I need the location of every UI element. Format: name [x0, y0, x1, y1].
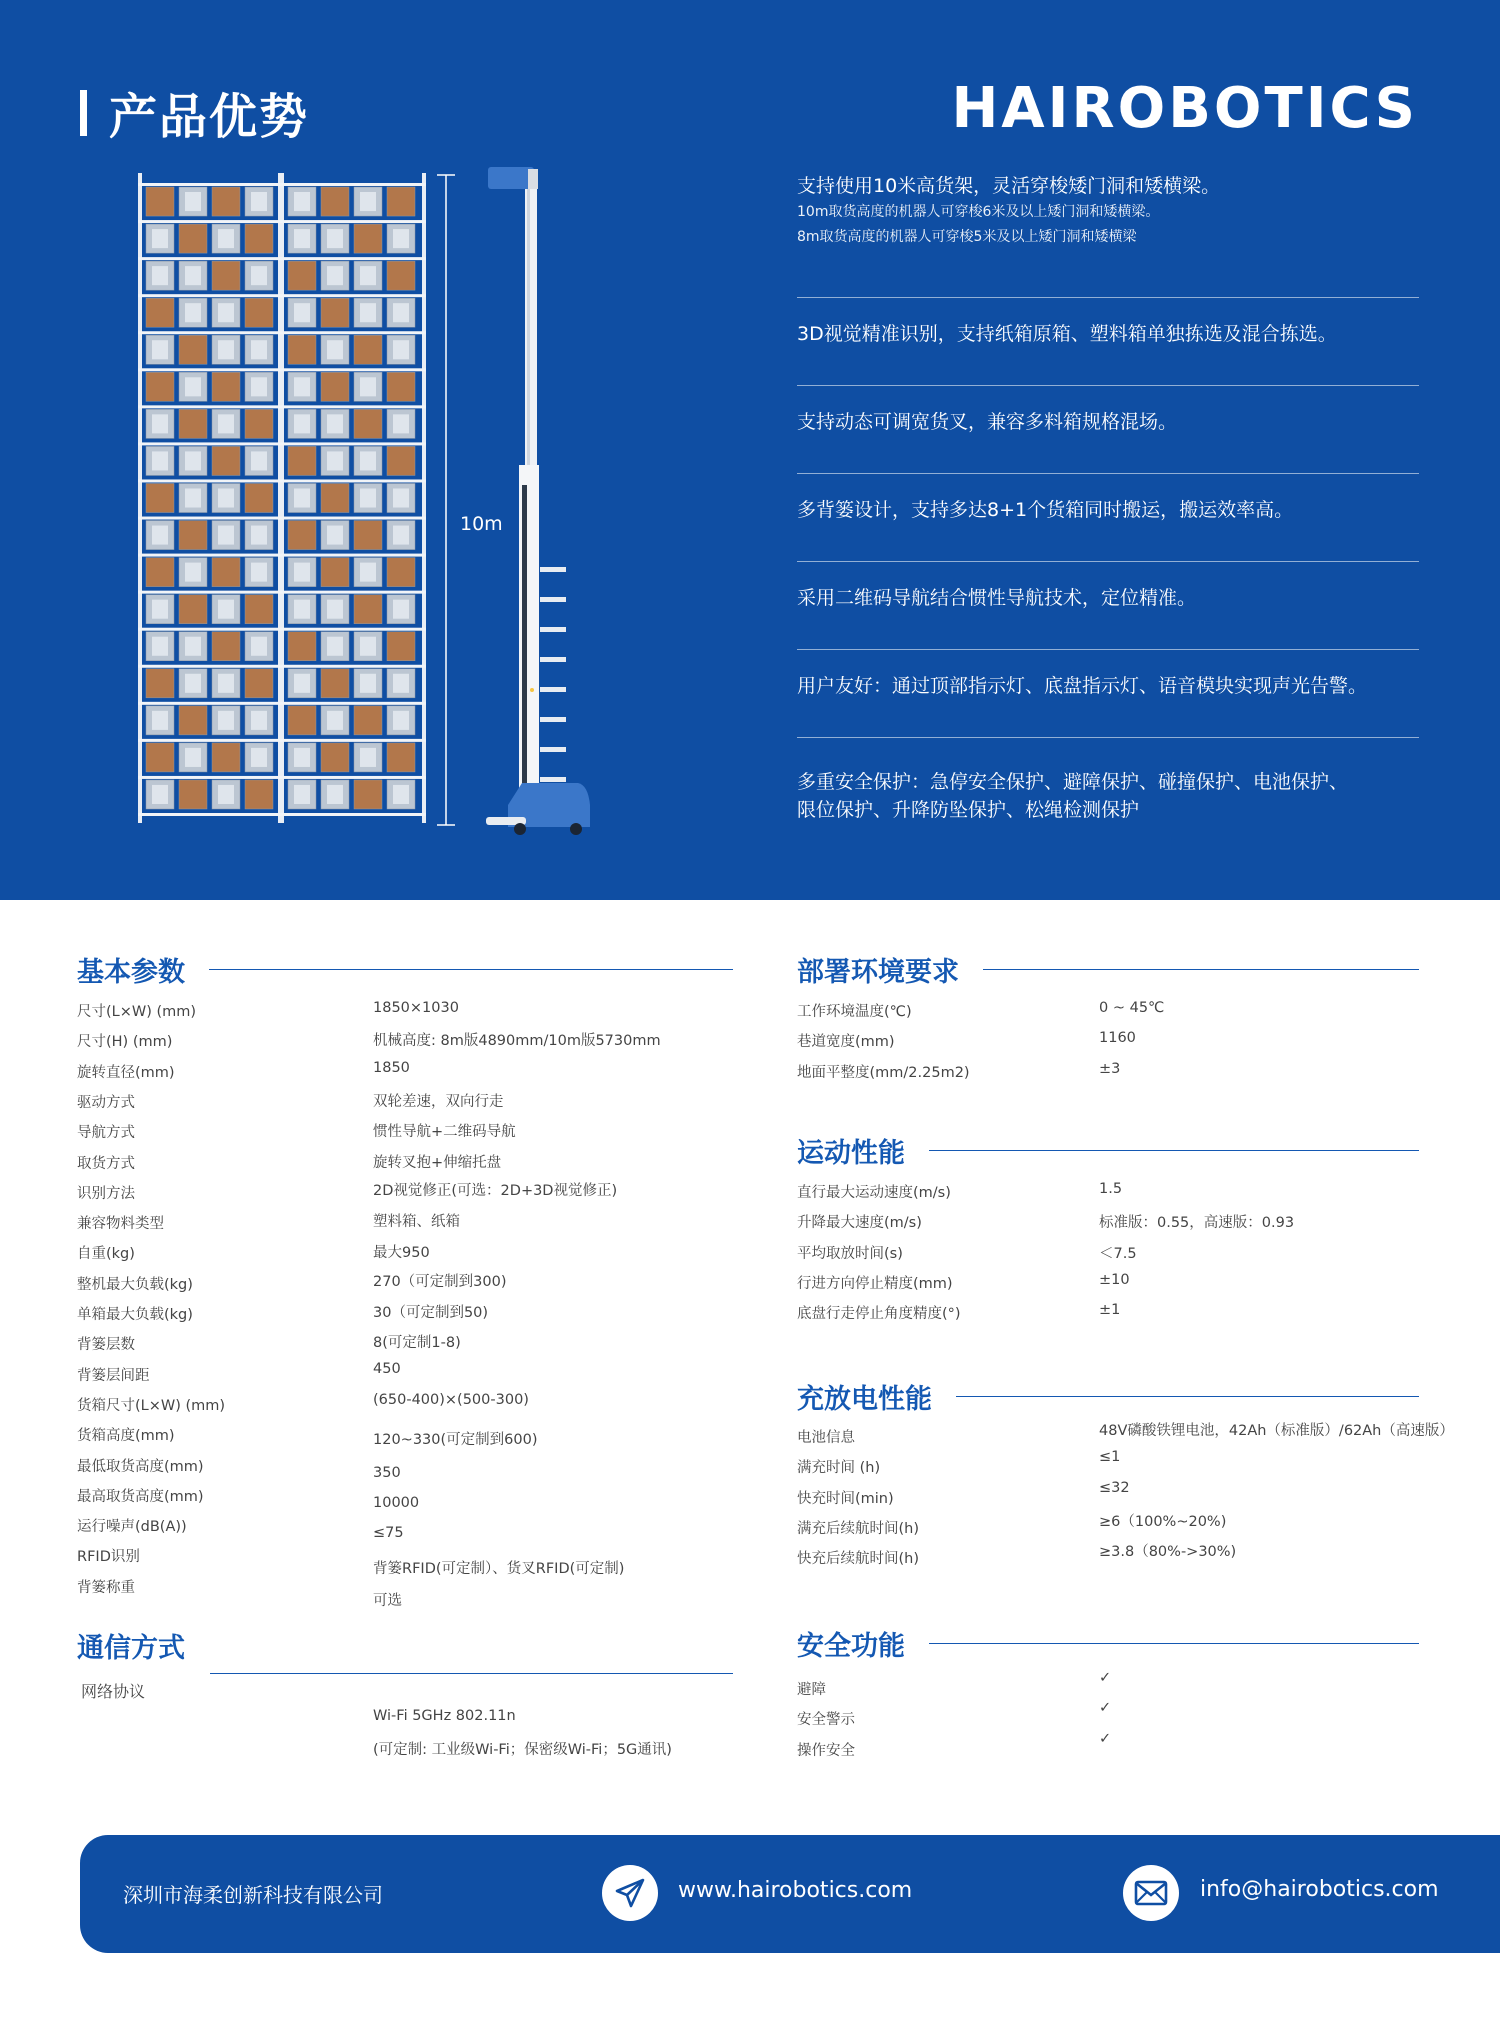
carton-box [146, 669, 174, 698]
carton-box [146, 372, 174, 401]
carton-box [179, 595, 207, 624]
param-value: ≥3.8（80%->30%) [1099, 1544, 1237, 1561]
charge-heading [797, 1377, 1419, 1416]
tote-window [294, 785, 310, 804]
tote-window [360, 451, 376, 470]
param-label: 背篓称重 [77, 1579, 135, 1596]
rack-beam [138, 368, 426, 371]
paper-plane-icon [602, 1865, 658, 1921]
heading-divider [929, 1150, 1419, 1151]
carton-box [212, 558, 240, 587]
tote-window [251, 192, 267, 211]
tote-window [218, 674, 234, 693]
feature-item [797, 650, 1419, 738]
tote-window [393, 488, 409, 507]
carton-box [245, 669, 273, 698]
param-value: 350 [373, 1464, 401, 1481]
tote-window [294, 600, 310, 619]
carton-box [288, 706, 316, 735]
tote-window [393, 229, 409, 248]
website-link[interactable]: www.hairobotics.com [678, 1878, 913, 1903]
tote-window [152, 637, 168, 656]
param-value: ≤32 [1099, 1479, 1130, 1496]
tote-window [218, 785, 234, 804]
carton-box [146, 743, 174, 772]
height-label: 10m [460, 513, 503, 535]
carton-box [212, 261, 240, 290]
feature-main-text: 多背篓设计，支持多达8+1个货箱同时搬运，搬运效率高。 [797, 499, 1294, 521]
param-value: ≤75 [373, 1525, 404, 1542]
param-label: 兼容物料类型 [77, 1216, 164, 1233]
carton-box [387, 446, 415, 475]
tote-window [294, 303, 310, 322]
tote-window [185, 637, 201, 656]
param-value: 双轮差速，双向行走 [373, 1093, 504, 1110]
tote-window [185, 451, 201, 470]
tote-window [251, 526, 267, 545]
param-value: ±3 [1099, 1060, 1121, 1077]
tote-window [294, 748, 310, 767]
motion-title: 运动性能 [797, 1138, 905, 1169]
carton-box [146, 483, 174, 512]
rack-beam [138, 331, 426, 334]
feature-main-text: 3D视觉精准识别，支持纸箱原箱、塑料箱单独拣选及混合拣选。 [797, 323, 1337, 345]
tote-window [152, 711, 168, 730]
carton-box [179, 224, 207, 253]
tote-window [294, 674, 310, 693]
tote-window [152, 340, 168, 359]
param-label: 避障 [797, 1682, 826, 1698]
tote-window [218, 229, 234, 248]
tote-window [251, 748, 267, 767]
tote-window [218, 711, 234, 730]
param-label: 最高取货高度(mm) [77, 1488, 204, 1505]
carton-box [245, 595, 273, 624]
feature-item [797, 474, 1419, 562]
feature-list [797, 160, 1419, 848]
param-label: 地面平整度(mm/2.25m2) [797, 1064, 970, 1081]
tote-window [185, 303, 201, 322]
tote-window [251, 637, 267, 656]
feature-main-text: 采用二维码导航结合惯性导航技术，定位精准。 [797, 587, 1197, 609]
rack-beam [138, 294, 426, 297]
hero-section [0, 0, 1500, 900]
feature-main-text-line2: 限位保护、升降防坠保护、松绳检测保护 [797, 799, 1140, 821]
tote-window [152, 229, 168, 248]
param-label: 尺寸(H) (mm) [77, 1034, 173, 1051]
tote-window [152, 526, 168, 545]
param-value: ≥6（100%~20%) [1099, 1513, 1227, 1530]
tote-window [327, 711, 343, 730]
param-label: 满充时间 (h) [797, 1460, 881, 1477]
tote-window [360, 674, 376, 693]
rack-beam [138, 739, 426, 742]
carton-box [288, 632, 316, 661]
tote-window [327, 600, 343, 619]
feature-sub-text: 10m取货高度的机器人可穿梭6米及以上矮门洞和矮横梁。 [797, 204, 1160, 220]
param-value: ≤1 [1099, 1449, 1121, 1466]
tote-window [218, 414, 234, 433]
tote-window [185, 674, 201, 693]
tote-window [218, 526, 234, 545]
tote-window [185, 377, 201, 396]
carton-box [387, 372, 415, 401]
env-title: 部署环境要求 [797, 957, 959, 988]
carton-box [288, 521, 316, 550]
param-value: 30（可定制到50) [373, 1305, 489, 1321]
tote-window [360, 637, 376, 656]
param-value: 惯性导航+二维码导航 [373, 1124, 516, 1141]
tote-window [360, 748, 376, 767]
tote-window [393, 303, 409, 322]
tote-window [251, 563, 267, 582]
feature-main-text: 支持使用10米高货架，灵活穿梭矮门洞和矮横梁。 [797, 175, 1221, 197]
tote-window [218, 303, 234, 322]
feature-main-text: 多重安全保护：急停安全保护、避障保护、碰撞保护、电池保护、 [797, 771, 1349, 793]
param-label: 驱动方式 [77, 1094, 135, 1111]
rack-beam [138, 591, 426, 594]
rack-beam [138, 702, 426, 705]
carton-box [179, 409, 207, 438]
carton-box [354, 706, 382, 735]
carton-box [179, 780, 207, 809]
tote-window [294, 192, 310, 211]
carton-box [354, 780, 382, 809]
param-label: 运行噪声(dB(A)) [77, 1519, 187, 1536]
tote-window [251, 266, 267, 285]
param-label: 整机最大负载(kg) [77, 1276, 193, 1293]
tote-window [152, 451, 168, 470]
feature-item [797, 738, 1419, 848]
param-value: ✓ [1099, 1700, 1112, 1717]
carton-box [146, 558, 174, 587]
carton-box [321, 372, 349, 401]
tote-window [327, 526, 343, 545]
tote-window [327, 451, 343, 470]
tote-window [327, 414, 343, 433]
param-label: 安全警示 [797, 1712, 855, 1729]
email-link[interactable]: info@hairobotics.com [1200, 1877, 1439, 1902]
rack-beam [138, 183, 426, 186]
rack-upright [138, 173, 142, 823]
tote-window [393, 674, 409, 693]
carton-box [387, 261, 415, 290]
rack-beam [138, 813, 426, 816]
tote-window [327, 229, 343, 248]
carton-box [387, 743, 415, 772]
tote-window [218, 488, 234, 507]
tote-window [152, 600, 168, 619]
carton-box [387, 632, 415, 661]
param-value: 背篓RFID(可定制）、货叉RFID(可定制) [373, 1561, 625, 1578]
tote-window [294, 563, 310, 582]
feature-item [797, 160, 1419, 298]
charge-title: 充放电性能 [797, 1384, 932, 1415]
tote-window [185, 563, 201, 582]
param-label: 满充后续航时间(h) [797, 1520, 920, 1537]
tote-window [251, 451, 267, 470]
param-value: ✓ [1099, 1670, 1112, 1686]
robot-illustration [480, 165, 600, 840]
comm-label: 网络协议 [81, 1682, 146, 1701]
param-value: 48V磷酸铁锂电池，42Ah（标准版）/62Ah（高速版） [1099, 1423, 1454, 1439]
title-bar [80, 90, 87, 136]
tote-window [152, 414, 168, 433]
param-label: 尺寸(L×W) (mm) [77, 1004, 197, 1020]
param-label: 单箱最大负载(kg) [77, 1307, 193, 1323]
tote-window [327, 340, 343, 359]
envelope-icon [1123, 1865, 1179, 1921]
param-label: 巷道宽度(mm) [797, 1034, 895, 1051]
heading-divider [209, 969, 733, 970]
carton-box [354, 224, 382, 253]
tote-window [185, 488, 201, 507]
param-label: 货箱高度(mm) [77, 1428, 175, 1445]
safety-title: 安全功能 [797, 1631, 905, 1662]
rack-beam [138, 628, 426, 631]
carton-box [245, 298, 273, 327]
rack-upright [422, 173, 426, 823]
param-value: 1850×1030 [373, 1000, 459, 1016]
feature-sub-text: 8m取货高度的机器人可穿梭5米及以上矮门洞和矮横梁 [797, 229, 1137, 245]
rack-beam [138, 405, 426, 408]
carton-box [387, 558, 415, 587]
carton-box [212, 632, 240, 661]
carton-box [212, 187, 240, 216]
env-heading [797, 950, 1419, 989]
tote-window [294, 229, 310, 248]
rack-beam [138, 517, 426, 520]
tote-window [185, 748, 201, 767]
param-value: 1850 [373, 1059, 410, 1076]
rack-beam [138, 776, 426, 779]
feature-main-text: 用户友好：通过顶部指示灯、底盘指示灯、语音模块实现声光告警。 [797, 675, 1368, 697]
rack-upright [280, 173, 284, 823]
param-value: ✓ [1099, 1730, 1112, 1747]
param-label: 快充后续航时间(h) [797, 1551, 920, 1568]
carton-box [245, 780, 273, 809]
param-value: 120~330(可定制到600) [373, 1432, 538, 1449]
param-label: 最低取货高度(mm) [77, 1458, 204, 1475]
tote-window [152, 266, 168, 285]
basic-params-heading [77, 950, 733, 989]
carton-box [245, 483, 273, 512]
heading-divider [956, 1396, 1419, 1397]
carton-box [354, 335, 382, 364]
carton-box [288, 335, 316, 364]
param-value: 标准版：0.55，高速版：0.93 [1099, 1215, 1295, 1232]
rack-beam [138, 442, 426, 445]
product-illustration [130, 165, 610, 840]
rack-beam [138, 554, 426, 557]
tote-window [251, 377, 267, 396]
carton-box [245, 409, 273, 438]
carton-box [321, 558, 349, 587]
carton-box [321, 669, 349, 698]
carton-box [179, 521, 207, 550]
tote-window [185, 192, 201, 211]
carton-box [212, 446, 240, 475]
company-name: 深圳市海柔创新科技有限公司 [123, 1883, 383, 1907]
heading-divider [929, 1643, 1419, 1644]
param-value: 1160 [1099, 1030, 1136, 1047]
comm-heading [77, 1626, 733, 1665]
tote-window [327, 637, 343, 656]
comm-title: 通信方式 [77, 1633, 185, 1664]
carton-box [288, 446, 316, 475]
feature-item [797, 386, 1419, 474]
tote-window [393, 600, 409, 619]
safety-heading [797, 1624, 1419, 1663]
param-value: ±10 [1099, 1271, 1130, 1288]
carton-box [321, 743, 349, 772]
param-label: 取货方式 [77, 1155, 135, 1172]
param-value: ＜7.5 [1099, 1245, 1137, 1262]
tote-window [360, 192, 376, 211]
param-label: 底盘行走停止角度精度(°) [797, 1306, 961, 1323]
param-label: 升降最大速度(m/s) [797, 1215, 922, 1232]
feature-main-text: 支持动态可调宽货叉，兼容多料箱规格混场。 [797, 411, 1178, 433]
param-label: 直行最大运动速度(m/s) [797, 1185, 951, 1201]
motion-heading [797, 1131, 1419, 1170]
tote-window [393, 526, 409, 545]
tote-window [327, 266, 343, 285]
carton-box [354, 409, 382, 438]
tote-window [360, 563, 376, 582]
param-label: 行进方向停止精度(mm) [797, 1275, 953, 1292]
param-label: 背篓层数 [77, 1337, 135, 1354]
carton-box [288, 261, 316, 290]
param-value: 270（可定制到300) [373, 1273, 507, 1290]
tote-window [294, 377, 310, 396]
tote-window [327, 785, 343, 804]
tote-window [294, 414, 310, 433]
rack-beam [138, 479, 426, 482]
param-value: 旋转叉抱+伸缩托盘 [373, 1154, 502, 1171]
page-title-text: 产品优势 [109, 89, 310, 145]
feature-item [797, 298, 1419, 386]
param-label: 自重(kg) [77, 1246, 135, 1263]
param-value: 最大950 [373, 1245, 430, 1262]
tote-window [360, 377, 376, 396]
carton-box [387, 187, 415, 216]
param-label: 旋转直径(mm) [77, 1064, 175, 1081]
comm-value-2: (可定制: 工业级Wi-Fi；保密级Wi-Fi；5G通讯) [373, 1742, 672, 1758]
tote-window [152, 785, 168, 804]
height-dimension-line [433, 173, 457, 829]
tote-window [294, 488, 310, 507]
feature-item [797, 562, 1419, 650]
param-label: 电池信息 [797, 1430, 855, 1446]
tote-window [393, 340, 409, 359]
footer-bar [80, 1835, 1500, 1953]
param-value: 可选 [373, 1592, 402, 1609]
tote-window [393, 711, 409, 730]
param-label: 背篓层间距 [77, 1367, 150, 1384]
carton-box [321, 187, 349, 216]
tote-window [360, 266, 376, 285]
carton-box [321, 298, 349, 327]
page-title [80, 78, 309, 147]
carton-box [354, 521, 382, 550]
param-value: ±1 [1099, 1302, 1121, 1319]
rack-beam [138, 665, 426, 668]
carton-box [146, 298, 174, 327]
param-value: (650-400)×(500-300) [373, 1391, 529, 1408]
param-value: 机械高度: 8m版4890mm/10m版5730mm [373, 1033, 661, 1050]
tote-window [251, 340, 267, 359]
carton-box [321, 483, 349, 512]
rack-beam [138, 257, 426, 260]
carton-box [245, 224, 273, 253]
heading-divider [983, 969, 1419, 970]
tote-window [185, 266, 201, 285]
param-value: 8(可定制1-8) [373, 1335, 461, 1352]
carton-box [179, 335, 207, 364]
carton-box [212, 743, 240, 772]
param-label: 快充时间(min) [797, 1490, 894, 1507]
param-label: RFID识别 [77, 1549, 140, 1566]
tote-window [218, 340, 234, 359]
carton-box [179, 706, 207, 735]
param-value: 2D视觉修正(可选：2D+3D视觉修正) [373, 1182, 618, 1199]
param-label: 识别方法 [77, 1185, 135, 1202]
basic-params-title: 基本参数 [77, 957, 185, 988]
param-value: 0 ~ 45℃ [1099, 1000, 1165, 1016]
param-label: 导航方式 [77, 1125, 135, 1142]
tote-window [251, 711, 267, 730]
carton-box [212, 372, 240, 401]
tote-window [218, 600, 234, 619]
param-label: 货箱尺寸(L×W) (mm) [77, 1397, 226, 1414]
param-label: 工作环境温度(℃) [797, 1004, 912, 1020]
param-value: 10000 [373, 1494, 420, 1511]
tote-window [360, 303, 376, 322]
tote-window [360, 488, 376, 507]
tote-window [393, 785, 409, 804]
comm-value-1: Wi-Fi 5GHz 802.11n [373, 1708, 516, 1724]
carton-box [354, 595, 382, 624]
param-label: 平均取放时间(s) [797, 1245, 903, 1262]
param-value: 450 [373, 1360, 401, 1377]
brand-logo: HAIROBOTICS [951, 76, 1418, 141]
param-value: 1.5 [1099, 1181, 1123, 1197]
comm-divider [210, 1673, 733, 1674]
param-label: 操作安全 [797, 1742, 855, 1759]
carton-box [146, 187, 174, 216]
param-value: 塑料箱、纸箱 [373, 1214, 460, 1231]
tote-window [393, 414, 409, 433]
rack-beam [138, 220, 426, 223]
